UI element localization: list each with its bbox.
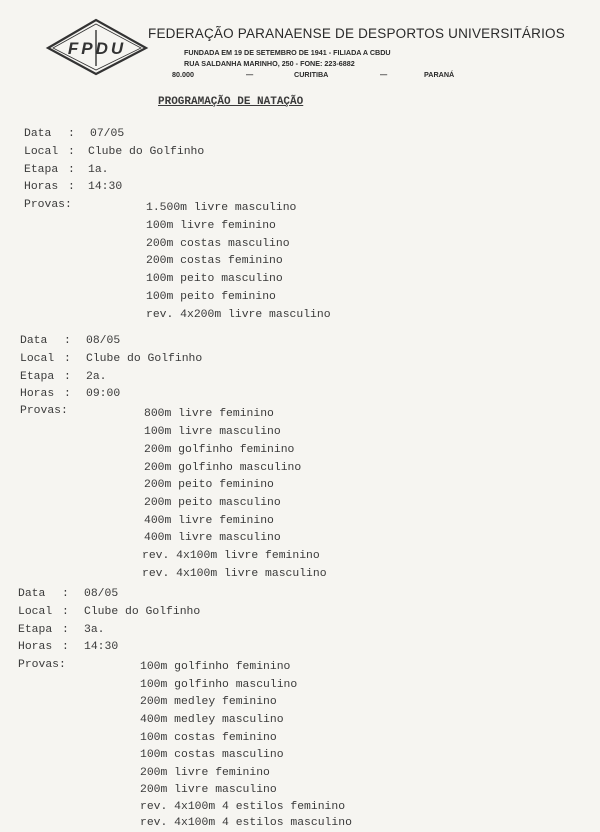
value-data: 08/05	[84, 588, 119, 600]
prova-item: 100m golfinho masculino	[140, 679, 298, 691]
label-data: Data	[20, 335, 48, 347]
value-etapa: 1a.	[88, 164, 109, 176]
value-data: 07/05	[90, 128, 125, 140]
label-horas: Horas	[24, 181, 59, 193]
prova-item: 200m peito feminino	[144, 479, 274, 491]
label-data: Data	[24, 128, 52, 140]
header-dash-2: —	[380, 70, 388, 79]
prova-item: rev. 4x100m 4 estilos masculino	[140, 817, 352, 829]
prova-item: 100m golfinho feminino	[140, 661, 291, 673]
value-horas: 14:30	[84, 641, 119, 653]
label-horas: Horas	[18, 641, 53, 653]
header-city: CURITIBA	[294, 70, 329, 79]
value-local: Clube do Golfinho	[88, 146, 205, 158]
value-local: Clube do Golfinho	[86, 353, 203, 365]
label-provas: Provas:	[18, 659, 66, 671]
prova-item: 200m livre masculino	[140, 784, 277, 796]
prova-item: 400m medley masculino	[140, 714, 284, 726]
label-data: Data	[18, 588, 46, 600]
header-state: PARANÁ	[424, 70, 455, 79]
value-etapa: 2a.	[86, 371, 107, 383]
prova-item: rev. 4x200m livre masculino	[146, 309, 331, 321]
prova-item: 100m livre feminino	[146, 220, 276, 232]
prova-item: rev. 4x100m livre masculino	[142, 568, 327, 580]
label-provas: Provas:	[24, 199, 72, 211]
page-title: PROGRAMAÇÃO DE NATAÇÃO	[158, 96, 304, 108]
value-horas: 14:30	[88, 181, 123, 193]
prova-item: 100m livre masculino	[144, 426, 281, 438]
label-local: Local	[20, 353, 55, 365]
prova-item: 200m medley feminino	[140, 696, 277, 708]
header-address-line: RUA SALDANHA MARINHO, 250 - FONE: 223-6882	[184, 59, 355, 68]
prova-item: rev. 4x100m 4 estilos feminino	[140, 801, 346, 813]
prova-item: 200m peito masculino	[144, 497, 281, 509]
prova-item: rev. 4x100m livre feminino	[142, 550, 320, 562]
header-founding-line: FUNDADA EM 19 DE SETEMBRO DE 1941 - FILIADA A CBDU	[184, 48, 391, 57]
label-local: Local	[24, 146, 59, 158]
prova-item: 800m livre feminino	[144, 408, 274, 420]
header-postal-code: 80.000	[172, 70, 194, 79]
prova-item: 1.500m livre masculino	[146, 202, 297, 214]
prova-item: 100m peito feminino	[146, 291, 276, 303]
org-name: FEDERAÇÃO PARANAENSE DE DESPORTOS UNIVERSITÁRIOS	[148, 26, 565, 41]
value-local: Clube do Golfinho	[84, 606, 201, 618]
prova-item: 100m costas masculino	[140, 749, 284, 761]
logo-lettering: FPDU	[67, 39, 127, 58]
label-etapa: Etapa	[24, 164, 59, 176]
label-provas: Provas:	[20, 405, 68, 417]
value-data: 08/05	[86, 335, 121, 347]
label-etapa: Etapa	[18, 624, 53, 636]
label-horas: Horas	[20, 388, 55, 400]
prova-item: 200m golfinho masculino	[144, 462, 302, 474]
label-local: Local	[18, 606, 53, 618]
prova-item: 100m costas feminino	[140, 732, 277, 744]
value-etapa: 3a.	[84, 624, 105, 636]
value-horas: 09:00	[86, 388, 121, 400]
header-dash-1: —	[246, 70, 254, 79]
prova-item: 400m livre masculino	[144, 532, 281, 544]
label-etapa: Etapa	[20, 371, 55, 383]
federation-logo	[44, 16, 150, 76]
prova-item: 400m livre feminino	[144, 515, 274, 527]
prova-item: 200m costas masculino	[146, 238, 290, 250]
prova-item: 200m costas feminino	[146, 255, 283, 267]
prova-item: 200m livre feminino	[140, 767, 270, 779]
prova-item: 100m peito masculino	[146, 273, 283, 285]
prova-item: 200m golfinho feminino	[144, 444, 295, 456]
